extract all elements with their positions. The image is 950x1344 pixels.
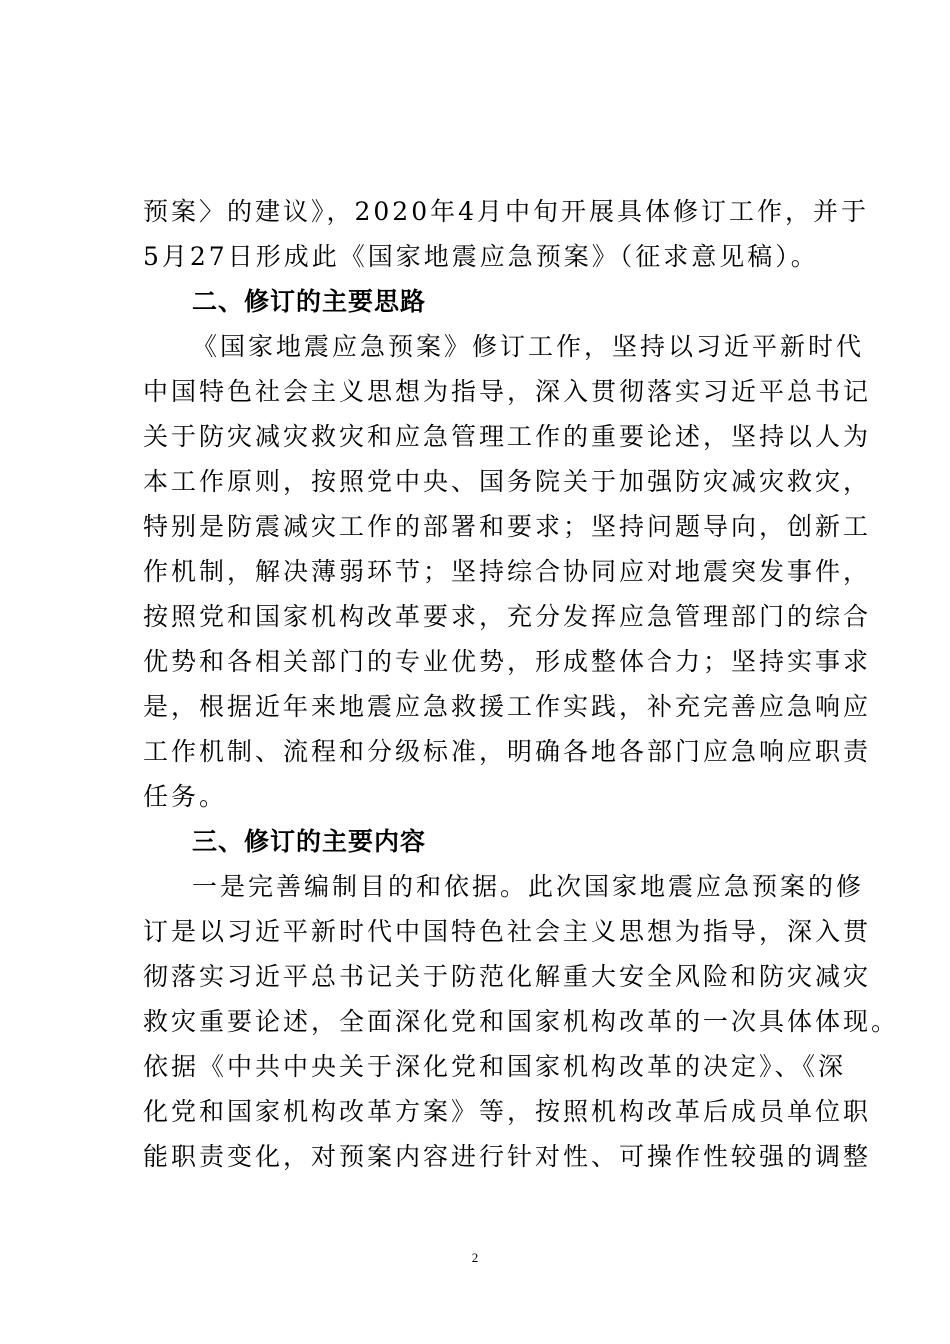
body-text-line: 化党和国家机构改革方案》等，按照机构改革后成员单位职 (143, 1097, 872, 1126)
body-text-line: 作机制，解决薄弱环节；坚持综合协同应对地震突发事件， (143, 557, 872, 586)
body-text-line: 彻落实习近平总书记关于防范化解重大安全风险和防灾减灾 (143, 962, 872, 991)
body-text-line: 《国家地震应急预案》修订工作，坚持以习近平新时代 (192, 332, 865, 361)
body-text-line: 5月27日形成此《国家地震应急预案》（征求意见稿）。 (143, 242, 819, 271)
body-text-line: 优势和各相关部门的专业优势，形成整体合力；坚持实事求 (143, 647, 872, 676)
body-text-line: 预案〉的建议》，2020年4月中旬开展具体修订工作，并于 (143, 197, 870, 226)
body-text-line: 依据《中共中央关于深化党和国家机构改革的决定》、《深 (143, 1052, 847, 1081)
body-text-line: 任务。 (143, 782, 228, 811)
section-heading-3: 三、修订的主要内容 (192, 827, 427, 856)
body-text-line: 订是以习近平新时代中国特色社会主义思想为指导，深入贯 (143, 917, 872, 946)
body-text-line: 一是完善编制目的和依据。此次国家地震应急预案的修 (192, 872, 865, 901)
body-text-line: 能职责变化，对预案内容进行针对性、可操作性较强的调整 (143, 1142, 872, 1171)
body-text-line: 按照党和国家机构改革要求，充分发挥应急管理部门的综合 (143, 602, 872, 631)
section-heading-2: 二、修订的主要思路 (192, 287, 427, 316)
page-number: 2 (471, 1250, 479, 1265)
body-text-line: 工作机制、流程和分级标准，明确各地各部门应急响应职责 (143, 737, 872, 766)
body-text-line: 特别是防震减灾工作的部署和要求；坚持问题导向，创新工 (143, 512, 872, 541)
body-text-line: 中国特色社会主义思想为指导，深入贯彻落实习近平总书记 (143, 377, 872, 406)
body-text-line: 救灾重要论述，全面深化党和国家机构改革的一次具体体现。 (143, 1007, 900, 1036)
body-text-line: 本工作原则，按照党中央、国务院关于加强防灾减灾救灾， (143, 467, 872, 496)
body-text-line: 关于防灾减灾救灾和应急管理工作的重要论述，坚持以人为 (143, 422, 872, 451)
body-text-line: 是，根据近年来地震应急救援工作实践，补充完善应急响应 (143, 692, 872, 721)
